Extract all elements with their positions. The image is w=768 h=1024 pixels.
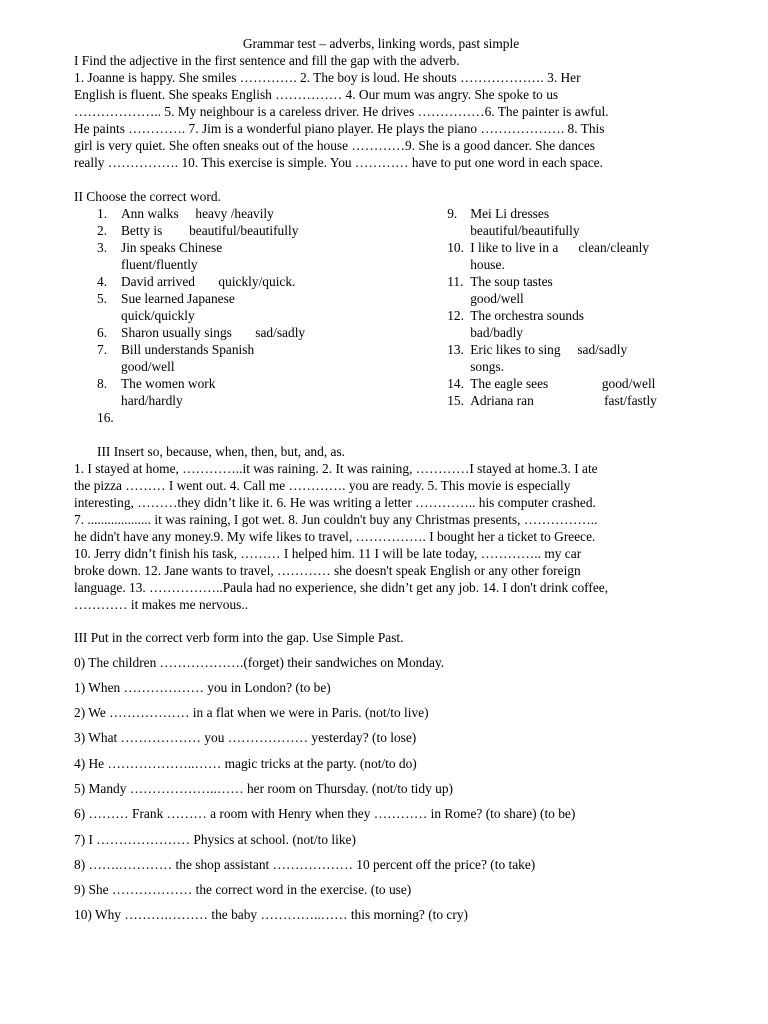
- section-3-line: 1. I stayed at home, …………..it was raining. 2. It was raining, …………I stayed at home.3. I ate: [74, 461, 598, 476]
- choice-text: [121, 409, 447, 426]
- verb-exercise-line: 6) ……… Frank ……… a room with Henry when they ………… in Rome? (to share) (to be): [74, 806, 576, 822]
- choice-text-line: Sharon usually sings sad/sadly: [121, 325, 306, 340]
- choice-text: [470, 273, 696, 307]
- section-4-heading: III Put in the correct verb form into the gap. Use Simple Past.: [74, 630, 404, 645]
- choice-number-label: 4.: [97, 274, 108, 289]
- section-3-line: ………… it makes me nervous..: [74, 597, 249, 612]
- choice-text-line: beautiful/beautifully: [470, 223, 580, 238]
- choice-item: [74, 222, 447, 239]
- verb-exercise-line: 4) He ………………..…… magic tricks at the party. (not/to do): [74, 755, 417, 771]
- choice-text: [470, 307, 696, 341]
- choice-text-line: bad/badly: [470, 325, 524, 340]
- choice-number: [74, 273, 121, 290]
- section-1-line: He paints …………. 7. Jim is a wonderful piano player. He plays the piano ………………. 8. This: [74, 121, 605, 136]
- choice-text-line: Jin speaks Chinese: [121, 240, 223, 255]
- section-1-line: English is fluent. She speaks English …………… 4. Our mum was angry. She spoke to us: [74, 87, 559, 102]
- choice-number-label: 8.: [97, 376, 108, 391]
- section-1-line: really ……………. 10. This exercise is simple. You ………… have to put one word in each space.: [74, 155, 603, 170]
- choice-text-line: Ann walks heavy /heavily: [121, 206, 274, 221]
- choice-text: [121, 290, 447, 324]
- section-1: [74, 52, 696, 171]
- choice-number: [447, 392, 470, 409]
- choice-text-line: The women work: [121, 376, 216, 391]
- choice-text-line: David arrived quickly/quick.: [121, 274, 296, 289]
- choice-number-label: 14.: [447, 376, 464, 391]
- verb-exercise-line: 5) Mandy ………………..…… her room on Thursday. (not/to tidy up): [74, 780, 453, 796]
- section-1-line: 1. Joanne is happy. She smiles …………. 2. The boy is loud. He shouts ………………. 3. Her: [74, 70, 581, 85]
- choice-number: [74, 290, 121, 324]
- choice-number-label: 15.: [447, 393, 464, 408]
- choice-item: [74, 239, 447, 273]
- choice-text-line: The eagle sees good/well: [470, 376, 656, 391]
- choice-number: [74, 341, 121, 375]
- choice-item: [74, 409, 447, 426]
- choice-item: [74, 290, 447, 324]
- verb-exercise-line: 0) The children ……………….(forget) their sandwiches on Monday.: [74, 654, 445, 670]
- choice-text: [470, 392, 696, 409]
- section-3-line: interesting, ………they didn’t like it. 6. He was writing a letter ………….. his computer crashed.: [74, 495, 596, 510]
- choice-number-label: 2.: [97, 223, 108, 238]
- choice-number: [447, 375, 470, 392]
- choice-text-line: Adriana ran fast/fastly: [470, 393, 657, 408]
- section-3-heading: III Insert so, because, when, then, but, and, as.: [97, 444, 346, 459]
- choice-number-label: 7.: [97, 342, 108, 357]
- choice-text-line: hard/hardly: [121, 393, 183, 408]
- choice-number: [74, 324, 121, 341]
- choice-number-label: 11.: [447, 274, 464, 289]
- section-2-heading: II Choose the correct word.: [74, 189, 221, 204]
- choice-number-label: 10.: [447, 240, 464, 255]
- choice-item: [447, 392, 696, 409]
- choice-number-label: 16.: [97, 410, 114, 425]
- choice-text: [121, 205, 447, 222]
- verb-exercise-line: 7) I ………………… Physics at school. (not/to like): [74, 831, 356, 847]
- choice-item: [447, 239, 696, 273]
- page-title: Grammar test – adverbs, linking words, past simple: [242, 36, 520, 51]
- choice-number-label: 1.: [97, 206, 108, 221]
- choice-text-line: house.: [470, 257, 505, 272]
- choice-text-line: fluent/fluently: [121, 257, 198, 272]
- choice-text: [121, 341, 447, 375]
- choice-text-line: [121, 409, 447, 426]
- choice-text-line: quick/quickly: [121, 308, 195, 323]
- section-3-line: broke down. 12. Jane wants to travel, ………… she doesn't speak English or any other foreign: [74, 563, 581, 578]
- section-2-left-column: [74, 205, 447, 426]
- choice-number-label: 12.: [447, 308, 464, 323]
- verb-exercise-line: 3) What ……………… you ……………… yesterday? (to lose): [74, 730, 417, 746]
- choice-number: [447, 307, 470, 341]
- verb-exercise-line: 10) Why ……….……… the baby …………..…… this morning? (to cry): [74, 907, 468, 923]
- section-2-right-column: [447, 205, 696, 426]
- choice-text-line: The orchestra sounds: [470, 308, 584, 323]
- choice-number: [447, 273, 470, 307]
- choice-text-line: Eric likes to sing sad/sadly: [470, 342, 628, 357]
- choice-text-line: Mei Li dresses: [470, 206, 550, 221]
- verb-exercise-line: 8) …….………… the shop assistant ……………… 10 percent off the price? (to take): [74, 856, 536, 872]
- section-1-line: ……………….. 5. My neighbour is a careless driver. He drives ……………6. The painter is awful.: [74, 104, 609, 119]
- verb-exercise-line: 2) We ……………… in a flat when we were in Paris. (not/to live): [74, 705, 429, 721]
- section-1-heading: I Find the adjective in the first sentence and fill the gap with the adverb.: [74, 53, 460, 68]
- choice-item: [447, 375, 696, 392]
- choice-text-line: good/well: [470, 291, 524, 306]
- choice-item: [74, 273, 447, 290]
- section-2: [74, 188, 696, 426]
- choice-number: [74, 239, 121, 273]
- section-3-line: 7. ................... it was raining, I got wet. 8. Jun couldn't buy any Christmas presents, ……………..: [74, 512, 598, 527]
- section-3-line: he didn't have any money.9. My wife likes to travel, ……………. I bought her a ticket to Greece.: [74, 529, 596, 544]
- choice-text: [121, 273, 447, 290]
- choice-text: [470, 205, 696, 239]
- choice-number: [74, 205, 121, 222]
- section-3-line: 10. Jerry didn’t finish his task, ……… I helped him. 11 I will be late today, ………….. my car: [74, 546, 582, 561]
- worksheet-page: [74, 35, 696, 932]
- choice-item: [74, 375, 447, 409]
- verb-exercise-line: 1) When ……………… you in London? (to be): [74, 679, 331, 695]
- choice-number: [447, 341, 470, 375]
- choice-text: [470, 341, 696, 375]
- choice-number: [447, 239, 470, 273]
- choice-number: [74, 222, 121, 239]
- choice-text: [121, 324, 447, 341]
- choice-text: [470, 375, 696, 392]
- choice-item: [74, 341, 447, 375]
- choice-number-label: 3.: [97, 240, 108, 255]
- choice-item: [447, 273, 696, 307]
- choice-text-line: Bill understands Spanish: [121, 342, 255, 357]
- choice-number: [74, 409, 121, 426]
- choice-number-label: 13.: [447, 342, 464, 357]
- section-3: [74, 443, 696, 613]
- choice-number: [447, 205, 470, 239]
- choice-item: [447, 307, 696, 341]
- choice-text-line: good/well: [121, 359, 175, 374]
- choice-item: [447, 341, 696, 375]
- verb-exercise-line: 9) She ……………… the correct word in the exercise. (to use): [74, 882, 412, 898]
- section-4: [74, 629, 696, 923]
- choice-text-line: Betty is beautiful/beautifully: [121, 223, 299, 238]
- choice-text: [121, 222, 447, 239]
- choice-text: [121, 375, 447, 409]
- choice-number-label: 9.: [447, 206, 458, 221]
- choice-number-label: 5.: [97, 291, 108, 306]
- choice-text-line: songs.: [470, 359, 505, 374]
- section-3-line: the pizza ……… I went out. 4. Call me …………. you are ready. 5. This movie is especially: [74, 478, 571, 493]
- choice-item: [447, 205, 696, 239]
- choice-text: [470, 239, 696, 273]
- choice-text-line: I like to live in a clean/cleanly: [470, 240, 650, 255]
- choice-text-line: The soup tastes: [470, 274, 553, 289]
- choice-number-label: 6.: [97, 325, 108, 340]
- choice-item: [74, 205, 447, 222]
- choice-text: [121, 239, 447, 273]
- choice-item: [74, 324, 447, 341]
- choice-text-line: Sue learned Japanese: [121, 291, 235, 306]
- section-1-line: girl is very quiet. She often sneaks out of the house …………9. She is a good dancer. She dances: [74, 138, 596, 153]
- section-3-line: language. 13. ……………..Paula had no experience, she didn’t get any job. 14. I don't drink coffee,: [74, 580, 609, 595]
- choice-number: [74, 375, 121, 409]
